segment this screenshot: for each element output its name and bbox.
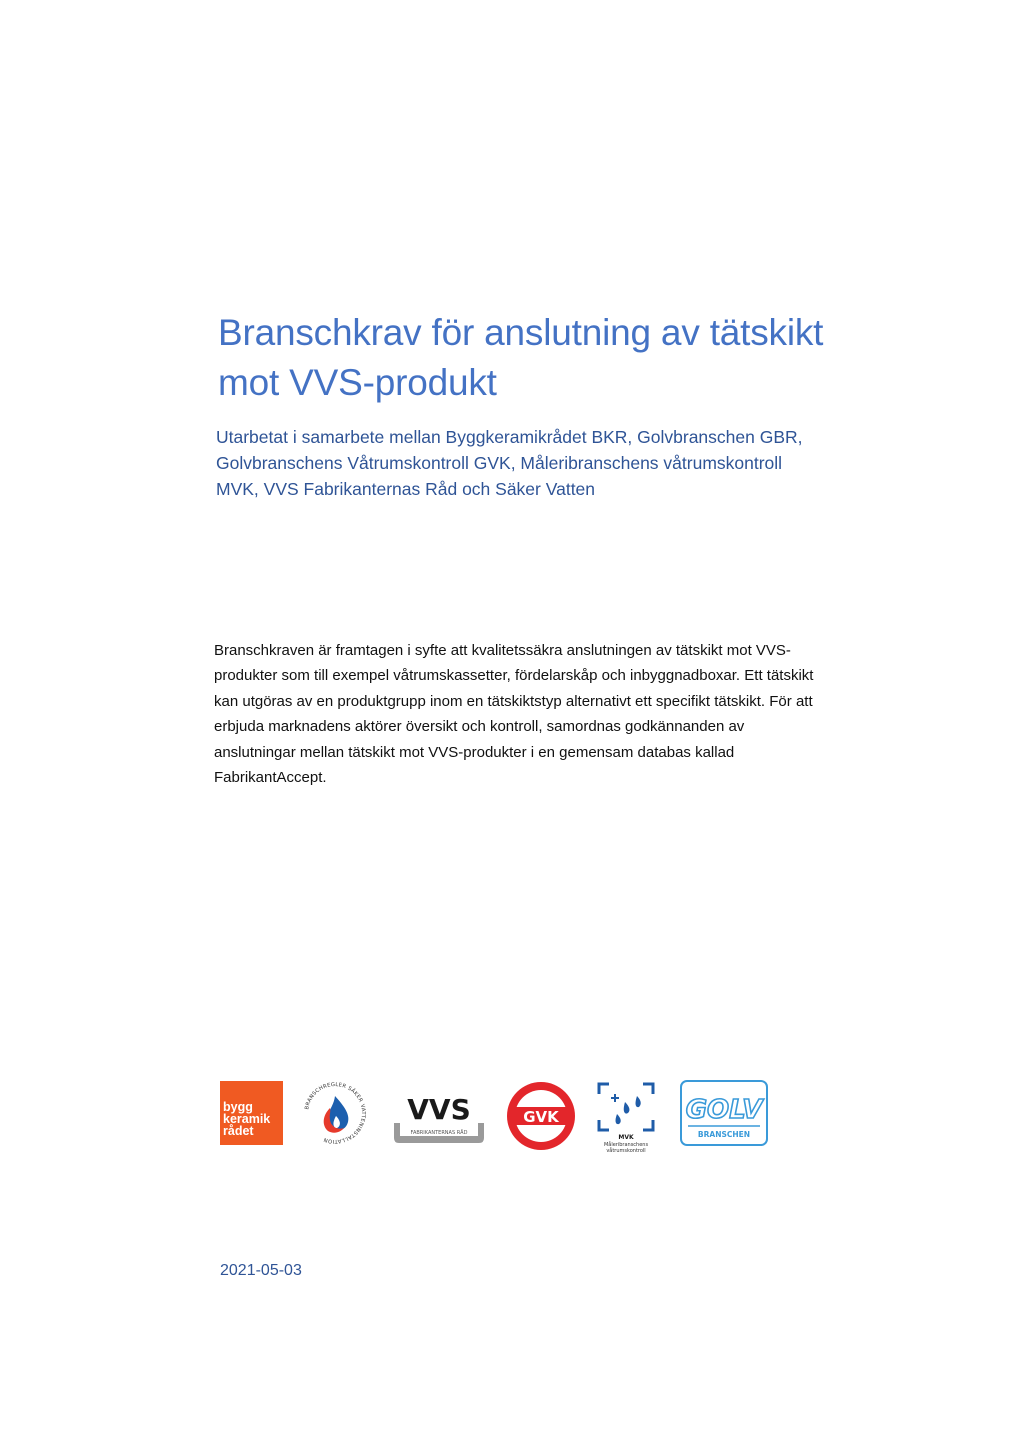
mvk-logo — [595, 1080, 657, 1158]
mvk-logo-subtext-1: Måleribranschens — [603, 1142, 649, 1148]
bkr-logo-line3: rådet — [223, 1124, 254, 1138]
bkr-logo-line2: keramik — [223, 1112, 271, 1126]
gvk-logo — [506, 1081, 576, 1151]
bkr-logo-line1: bygg — [223, 1100, 253, 1114]
document-title: Branschkrav för anslutning av tätskikt mot VVS-produkt — [218, 312, 824, 403]
byggkeramikradet-logo — [220, 1081, 283, 1145]
document-subtitle: Utarbetat i samarbete mellan Byggkeramikrådet BKR, Golvbranschen GBR, Golvbranschens Våtrumskontroll GVK, Måleribranschens våtrumskontroll MVK, VVS Fabrikanternas Råd och Säker Vatten — [216, 427, 803, 499]
golv-logo-subtext: BRANSCHEN — [697, 1130, 751, 1139]
golvbranschen-logo — [680, 1080, 768, 1146]
mvk-logo-text: MVK — [618, 1134, 634, 1141]
vvs-fabrikanternas-rad-logo — [392, 1092, 486, 1144]
saker-vatten-logo — [300, 1078, 370, 1148]
vvs-logo-text: VVS — [407, 1093, 471, 1126]
document-date: 2021-05-03 — [220, 1262, 302, 1279]
gvk-logo-text: GVK — [523, 1108, 559, 1126]
mvk-logo-subtext-2: våtrumskontroll — [606, 1148, 646, 1154]
partner-logos — [220, 1078, 780, 1168]
intro-paragraph: Branschkraven är framtagen i syfte att kvalitetssäkra anslutningen av tätskikt mot VVS-produkter som till exempel våtrumskassetter, fördelarskåp och inbyggnadboxar. Ett tätskikt kan utgöras av en produktgrupp inom en tätskiktstyp alternativt ett specifikt tätskikt. För att erbjuda marknadens aktörer översikt och kontroll, samordnas godkännanden av anslutningar mellan tätskikt mot VVS-produkter i en gemensam databas kallad FabrikantAccept. — [214, 642, 814, 787]
golv-logo-text: GOLV — [685, 1095, 763, 1125]
vvs-logo-subtext: FABRIKANTERNAS RÅD — [410, 1130, 468, 1136]
saker-vatten-ring-text: BRANSCHREGLER SÄKER VATTENINSTALLATION — [304, 1081, 367, 1145]
